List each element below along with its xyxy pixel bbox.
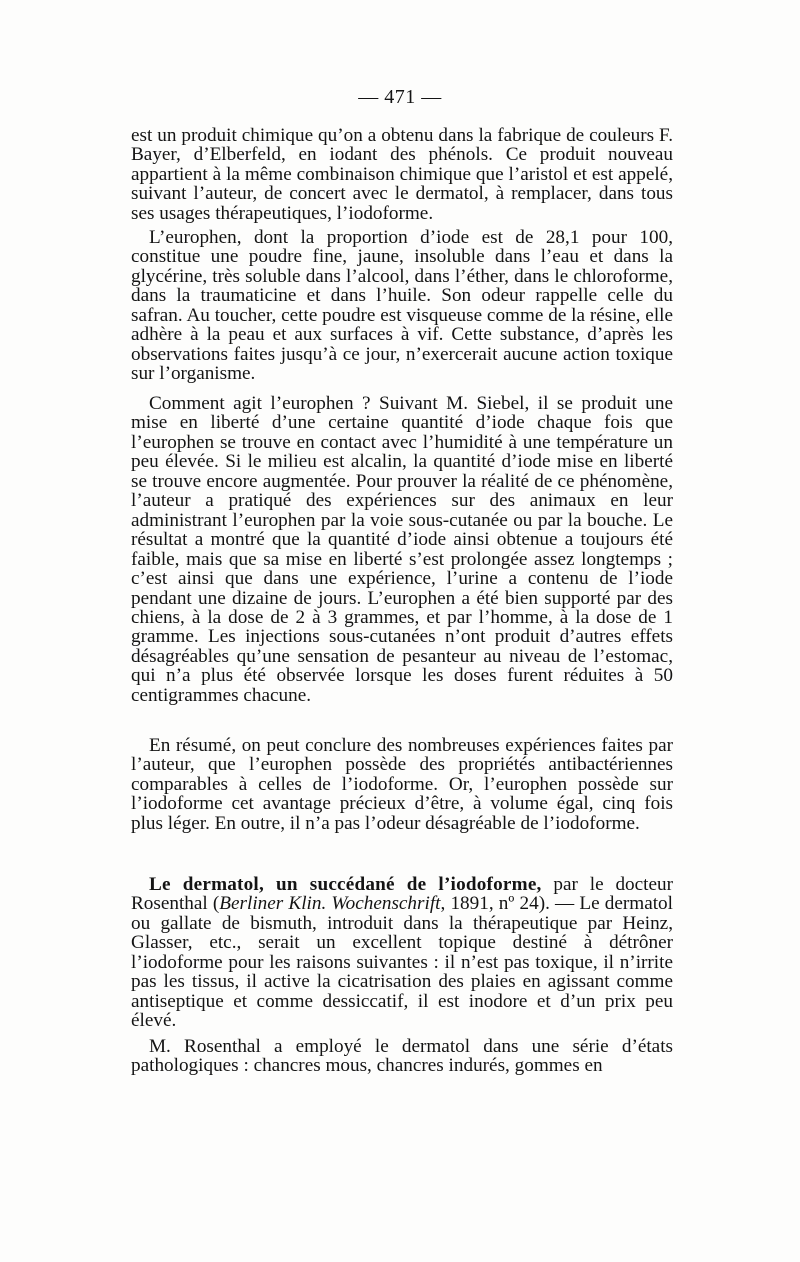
paragraph-body: , 1891, nº 24). — Le dermatol ou gallate de bismuth, introduit dans la thérapeutique par Heinz, Glasser, etc., serait un excellent topique destiné à détrôner l’iodoforme pour les raisons suivantes : il n’est pas toxique, il n’irrite pas les tissus, il active la cicatrisation des plaies en agissant comme antiseptique et comme dessiccatif, il est inodore et d’un prix peu élevé. (131, 893, 673, 1032)
paragraph-summary (131, 736, 673, 833)
page-number: — 471 — (358, 86, 442, 108)
paragraph-continuation (131, 126, 673, 223)
journal-title: Berliner Klin. Wochenschrift (219, 893, 441, 915)
paragraph-europhen-action (131, 394, 673, 705)
paragraph-europhen-properties (131, 228, 673, 384)
paragraph-text: M. Rosenthal a employé le dermatol dans une série d’états pathologiques : chancres mous, chancres indurés, gommes en (131, 1036, 673, 1077)
paragraph-text: est un produit chimique qu’on a obtenu dans la fabrique de couleurs F. Bayer, d’Elberfeld, en iodant des phénols. Ce produit nouveau appartient à la même combinaison chimique que l’aristol et est appelé, suivant l’auteur, de concert avec le dermatol, à remplacer, dans tous ses usages thérapeutiques, l’iodoforme. (131, 125, 673, 224)
section-heading: Le dermatol, un succédané de l’iodoforme, (149, 874, 542, 895)
paragraph-text: Comment agit l’europhen ? Suivant M. Siebel, il se produit une mise en liberté d’une certaine quantité d’iode chaque fois que l’europhen se trouve en contact avec l’humidité à une température un peu élevée. Si le milieu est alcalin, la quantité d’iode mise en liberté se trouve encore augmentée. Pour prouver la réalité de ce phénomène, l’auteur a pratiqué des expériences sur des animaux en leur administrant l’europhen par la voie sous-cutanée ou par la bouche. Le résultat a montré que la quantité d’iode ainsi obtenue a toujours été faible, mais que sa mise en liberté s’est prolongée assez longtemps ; c’est ainsi que dans une expérience, l’urine a contenu de l’iode pendant une dizaine de jours. L’europhen a été bien supporté par des chiens, à la dose de 2 à 3 grammes, et par l’homme, à la dose de 1 gramme. Les injections sous-cutanées n’ont produit d’autres effets désagréables qu’une sensation de pesanteur au niveau de l’estomac, qui n’a plus été observée lorsque les doses furent réduites à 50 centigrammes chacune. (131, 393, 673, 706)
paragraph-dermatol (131, 875, 673, 1031)
paragraph-text: En résumé, on peut conclure des nombreuses expériences faites par l’auteur, que l’europhen possède des propriétés antibactériennes comparables à celles de l’iodoforme. Or, l’europhen possède sur l’iodoforme cet avantage précieux d’être, à volume égal, cinq fois plus léger. En outre, il n’a pas l’odeur désagréable de l’iodoforme. (131, 735, 673, 834)
paragraph-rosenthal (131, 1037, 673, 1076)
citation-intro: par le docteur Rosenthal ( (131, 874, 673, 915)
paragraph-text: L’europhen, dont la proportion d’iode est de 28,1 pour 100, constitue une poudre fine, jaune, insoluble dans l’eau et dans la glycérine, très soluble dans l’alcool, dans l’éther, dans le chloroforme, dans la traumaticine et dans l’huile. Son odeur rappelle celle du safran. Au toucher, cette poudre est visqueuse comme de la résine, elle adhère à la peau et aux surfaces à vif. Cette substance, d’après les observations faites jusqu’à ce jour, n’exercerait aucune action toxique sur l’organisme. (131, 227, 673, 385)
paragraph-text (131, 875, 673, 1031)
